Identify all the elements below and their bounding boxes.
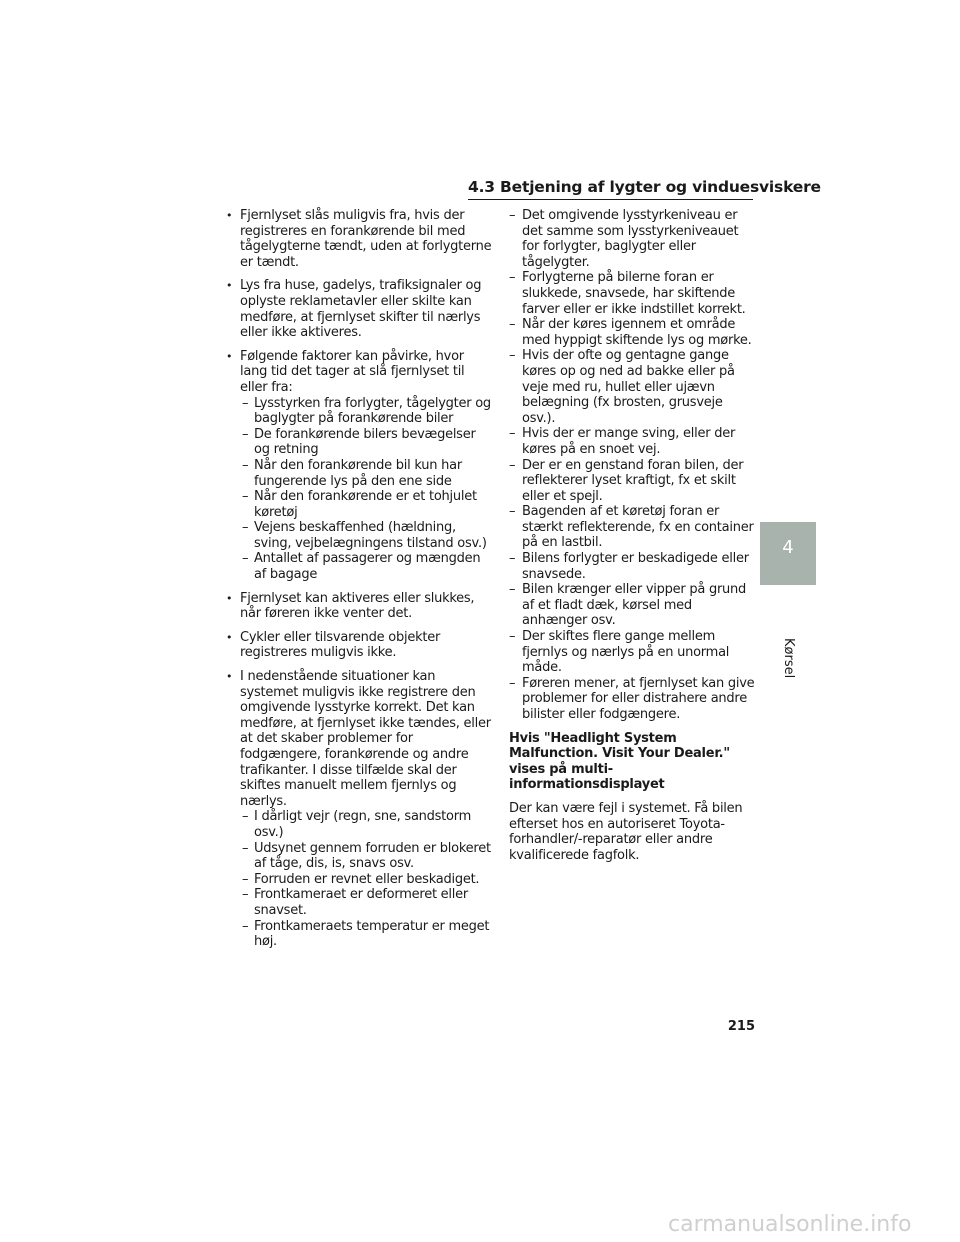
list-item (226, 630, 494, 661)
dash-marker: – (509, 504, 516, 520)
malfunction-body: Der kan være fejl i systemet. Få bilen efterset hos en autoriseret Toyota-forhandler/-reparatør eller andre kvalificerede fagfolk. (509, 800, 743, 863)
chapter-number: 4 (782, 537, 794, 558)
dash-marker: – (509, 317, 516, 333)
sub-list-item (509, 208, 759, 270)
list-item (226, 278, 494, 340)
chapter-label-text: Kørsel (781, 638, 796, 679)
list-item-text: Fjernlyset slås muligvis fra, hvis der registreres en forankørende bil med tågelygterne tændt, uden at forlygterne er tændt. (240, 208, 492, 270)
sub-list-item (242, 919, 494, 950)
sub-list-item (509, 270, 759, 317)
dash-marker: – (509, 348, 516, 364)
sub-list-item-text: De forankørende bilers bevægelser og retning (254, 426, 476, 458)
sub-list-item (242, 887, 494, 918)
dash-marker: – (242, 918, 249, 934)
sub-list-item (509, 582, 759, 629)
sub-list-item-text: Hvis der er mange sving, eller der køres på en snoet vej. (522, 426, 736, 457)
left-column (226, 208, 494, 958)
list-item (226, 349, 494, 583)
sub-list-item-text: Det omgivende lysstyrkeniveau er det samme som lysstyrkeniveauet for forlygter, baglygter eller tågelygter. (522, 208, 739, 270)
dash-marker: – (242, 457, 249, 473)
dash-marker: – (242, 520, 249, 536)
sub-list-item-text: I dårligt vejr (regn, sne, sandstorm osv.) (254, 809, 472, 840)
sub-list-item-text: Frontkameraets temperatur er meget høj. (254, 918, 490, 950)
sub-list-item (242, 489, 494, 520)
sub-list-item (242, 396, 494, 427)
sub-list-item (509, 676, 759, 723)
sub-list-item-text: Når der køres igennem et område med hyppigt skiftende lys og mørke. (522, 317, 752, 348)
list-item (226, 669, 494, 950)
list-item (226, 208, 494, 270)
dash-marker: – (242, 551, 249, 567)
list-item-text: Lys fra huse, gadelys, trafiksignaler og oplyste reklametavler eller skilte kan medføre, at fjernlyset skifter til nærlys eller ikke aktiveres. (240, 278, 482, 341)
dash-marker: – (242, 809, 249, 825)
page-number: 215 (727, 1019, 755, 1034)
sub-list-item (509, 458, 759, 505)
sub-list-item-text: Bagenden af et køretøj foran er stærkt reflekterende, fx en container på en lastbil. (522, 504, 754, 551)
sub-list-item-text: Forlygterne på bilerne foran er slukkede, snavsede, har skiftende farver eller er ikke indstillet korrekt. (522, 270, 746, 317)
sub-list-item (509, 551, 759, 582)
sub-list-item (242, 809, 494, 840)
sub-list-item-text: Hvis der ofte og gentagne gange køres op og ned ad bakke eller på veje med ru, hullet eller ujævn belægning (fx brosten, grusveje osv.). (522, 348, 735, 426)
sub-list-item-text: Udsynet gennem forruden er blokeret af tåge, dis, is, snavs osv. (254, 840, 491, 872)
sub-list-item-text: Der skiftes flere gange mellem fjernlys og nærlys på en unormal måde. (522, 629, 730, 676)
sub-list-item-text: Vejens beskaffenhed (hældning, sving, vejbelægningens tilstand osv.) (254, 520, 487, 551)
sub-list-item (242, 551, 494, 582)
sub-list-item-text: Føreren mener, at fjernlyset kan give problemer for eller distrahere andre bilister eller fodgængere. (522, 675, 755, 722)
sub-list (240, 396, 494, 583)
dash-marker: – (242, 395, 249, 411)
sub-list-item (509, 504, 759, 551)
header-divider (468, 199, 753, 200)
dash-marker: – (509, 270, 516, 286)
dash-marker: – (509, 629, 516, 645)
sub-list-item (242, 427, 494, 458)
dash-marker: – (509, 675, 516, 691)
sub-list-item (242, 841, 494, 872)
watermark: carmanualsonline.info (668, 1212, 912, 1237)
right-column (509, 208, 759, 863)
list-item (226, 591, 494, 622)
dash-marker: – (242, 489, 249, 505)
sub-list-item-text: Frontkameraet er deformeret eller snavset. (254, 887, 468, 918)
sub-list-item (242, 458, 494, 489)
dash-marker: – (242, 840, 249, 856)
chapter-label (760, 590, 816, 679)
dash-marker: – (509, 426, 516, 442)
sub-list-item-text: Bilens forlygter er beskadigede eller snavsede. (522, 551, 749, 582)
list-item-text: Fjernlyset kan aktiveres eller slukkes, når føreren ikke venter det. (240, 590, 475, 622)
sub-list-item-text: Når den forankørende er et tohjulet køretøj (254, 489, 477, 520)
list-item-text: Cykler eller tilsvarende objekter registreres muligvis ikke. (240, 629, 441, 661)
dash-marker: – (242, 426, 249, 442)
sub-list (240, 809, 494, 949)
sub-list-item (242, 872, 494, 888)
sub-list-item-text: Der er en genstand foran bilen, der reflekterer lyset kraftigt, fx et skilt eller et spejl. (522, 457, 744, 504)
sub-list-item-text: Lysstyrken fra forlygter, tågelygter og baglygter på forankørende biler (254, 395, 491, 427)
dash-marker: – (509, 208, 516, 223)
sub-list-item-text: Bilen krænger eller vipper på grund af et fladt dæk, kørsel med anhænger osv. (522, 582, 747, 629)
section-title: 4.3 Betjening af lygter og vinduesviskere (468, 178, 821, 196)
list-item-text: I nedenstående situationer kan systemet muligvis ikke registrere den omgivende lysstyrke korrekt. Det kan medføre, at fjernlyset ikke tændes, eller at det skaber problemer for fodgængere, forankørende og andre trafikanter. I disse tilfælde skal der skiftes manuelt mellem fjernlys og nærlys. (240, 669, 491, 809)
dash-marker: – (509, 457, 516, 473)
dash-marker: – (509, 582, 516, 598)
sub-list-item (509, 629, 759, 676)
list-item-text: Følgende faktorer kan påvirke, hvor lang tid det tager at slå fjernlyset til eller fra: (240, 348, 465, 395)
sub-list-item-text: Når den forankørende bil kun har fungerende lys på den ene side (254, 457, 462, 489)
sub-list-item (509, 317, 759, 348)
sub-list-item-text: Forruden er revnet eller beskadiget. (254, 871, 480, 887)
malfunction-heading: Hvis "Headlight System Malfunction. Visit Your Dealer." vises på multi-informationsdisplayet (509, 730, 730, 793)
dash-marker: – (509, 551, 516, 567)
dash-marker: – (242, 871, 249, 887)
sub-list-item (509, 426, 759, 457)
sub-list-item (242, 520, 494, 551)
sub-list-item-text: Antallet af passagerer og mængden af bagage (254, 551, 481, 583)
dash-marker: – (242, 887, 249, 903)
sub-list-item (509, 348, 759, 426)
